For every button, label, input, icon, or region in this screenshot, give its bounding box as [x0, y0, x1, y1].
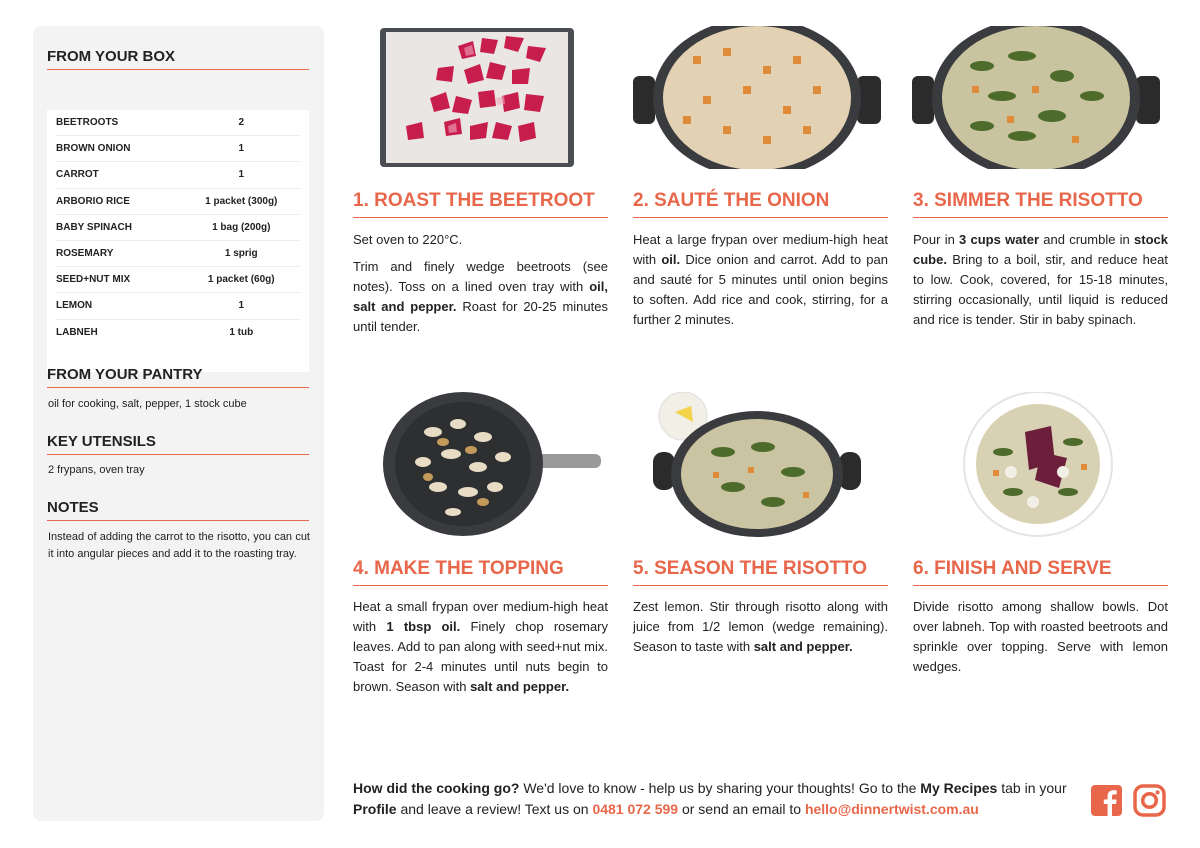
- ingredient-row: [56, 162, 300, 188]
- simmer-risotto-photo: [912, 26, 1167, 169]
- footer-text: and leave a review! Text us on: [396, 801, 593, 817]
- step-6-title: 6. FINISH AND SERVE: [913, 558, 1168, 586]
- step-text-bold: salt and pepper.: [470, 679, 570, 694]
- step-text-bold: 3 cups water: [959, 232, 1040, 247]
- pantry-text: oil for cooking, salt, pepper, 1 stock cube: [48, 398, 247, 410]
- step-text: Trim and finely wedge beetroots (see notes). Toss on a lined oven tray with: [353, 259, 608, 294]
- ingredient-qty: 1 bag (200g): [212, 221, 271, 233]
- ingredients-sidebar: [33, 26, 324, 821]
- footer-text: tab in your: [997, 780, 1067, 796]
- step-text: Dice onion and carrot. Add to pan and sauté for 5 minutes until onion begins to soften. Add rice and cook, stirring, for a further 2 minutes.: [633, 252, 888, 327]
- utensils-text: 2 frypans, oven tray: [48, 464, 145, 476]
- step-5-body: [633, 597, 888, 664]
- feedback-footer: [353, 778, 1073, 820]
- step-2-body: [633, 230, 888, 337]
- ingredient-qty: 1 packet (60g): [207, 274, 275, 286]
- ingredient-row: [56, 320, 300, 346]
- key-utensils-heading: KEY UTENSILS: [47, 433, 309, 455]
- ingredient-qty: 1: [238, 143, 245, 155]
- step-text: Bring to a boil, stir, and reduce heat to low. Cook, covered, for 15-18 minutes, stirring occasionally, until liquid is reduced and rice is tender. Stir in baby spinach.: [913, 252, 1168, 327]
- my-recipes-link[interactable]: My Recipes: [920, 780, 998, 796]
- step-1-body: [353, 230, 608, 344]
- from-your-pantry-heading: FROM YOUR PANTRY: [47, 366, 309, 388]
- phone-link[interactable]: 0481 072 599: [592, 801, 679, 817]
- step-text: Heat a large frypan over medium-high heat with: [633, 232, 888, 267]
- step-text: Roast for 20-25 minutes until tender.: [353, 299, 608, 334]
- step-1-p2: [353, 257, 608, 337]
- from-your-box-heading: FROM YOUR BOX: [47, 48, 309, 70]
- ingredient-qty: 1 sprig: [224, 248, 258, 260]
- facebook-icon[interactable]: [1090, 784, 1123, 817]
- step-text-bold: oil, salt and pepper.: [353, 279, 608, 314]
- step-text: Finely chop rosemary leaves. Add to pan along with seed+nut mix. Toast for 2-4 minutes until nuts begin to brown. Season with: [353, 619, 608, 694]
- notes-heading: NOTES: [47, 499, 309, 521]
- step-3-title: 3. SIMMER THE RISOTTO: [913, 190, 1168, 218]
- ingredient-name: ARBORIO RICE: [56, 195, 130, 207]
- ingredient-name: BABY SPINACH: [56, 221, 132, 233]
- ingredient-row: [56, 267, 300, 293]
- ingredient-name: BEETROOTS: [56, 117, 119, 129]
- ingredient-name: LEMON: [56, 300, 93, 312]
- ingredient-row: [56, 215, 300, 241]
- step-2-title: 2. SAUTÉ THE ONION: [633, 190, 888, 218]
- step-5-title: 5. SEASON THE RISOTTO: [633, 558, 888, 586]
- step-4-title: 4. MAKE THE TOPPING: [353, 558, 608, 586]
- ingredient-name: LABNEH: [56, 327, 98, 339]
- ingredient-qty: 1 packet (300g): [205, 195, 278, 207]
- finish-and-serve-photo: [963, 392, 1113, 537]
- step-text-bold: stock cube.: [913, 232, 1168, 267]
- ingredient-row: [56, 110, 300, 136]
- make-topping-photo: [383, 392, 603, 537]
- footer-text: We'd love to know - help us by sharing your thoughts! Go to the: [519, 780, 921, 796]
- season-risotto-photo: [653, 392, 863, 537]
- notes-text: Instead of adding the carrot to the risotto, you can cut it into angular pieces and add it to the roasting tray.: [48, 531, 310, 560]
- step-text-bold: 1 tbsp oil.: [386, 619, 461, 634]
- email-link[interactable]: hello@dinnertwist.com.au: [804, 801, 979, 817]
- ingredient-name: CARROT: [56, 169, 99, 181]
- step-text: Pour in: [913, 232, 960, 247]
- step-1-title: 1. ROAST THE BEETROOT: [353, 190, 608, 218]
- ingredient-qty: 1: [238, 300, 245, 312]
- step-1-p1: Set oven to 220°C.: [353, 232, 463, 247]
- step-3-body: [913, 230, 1168, 337]
- roast-beetroot-photo: [378, 26, 576, 169]
- ingredient-row: [56, 293, 300, 319]
- ingredient-name: BROWN ONION: [56, 143, 131, 155]
- step-text: and crumble in: [1039, 232, 1135, 247]
- step-4-body: [353, 597, 608, 704]
- step-text-bold: salt and pepper.: [753, 639, 853, 654]
- step-text: Heat a small frypan over medium-high heat with: [353, 599, 608, 634]
- step-text: Divide risotto among shallow bowls. Dot over labneh. Top with roasted beetroots and sprinkle over topping. Serve with lemon wedges.: [913, 599, 1168, 674]
- ingredient-row: [56, 189, 300, 215]
- ingredients-table: [47, 110, 309, 372]
- footer-text: or send an email to: [678, 801, 805, 817]
- instagram-icon[interactable]: [1133, 784, 1166, 817]
- ingredient-qty: 1 tub: [229, 327, 254, 339]
- feedback-question: How did the cooking go?: [353, 780, 520, 796]
- step-text-bold: oil.: [661, 252, 681, 267]
- ingredient-row: [56, 136, 300, 162]
- saute-onion-photo: [633, 26, 888, 169]
- ingredient-qty: 2: [238, 117, 245, 129]
- ingredient-row: [56, 241, 300, 267]
- ingredient-name: ROSEMARY: [56, 248, 114, 260]
- step-6-body: [913, 597, 1168, 684]
- step-text: Zest lemon. Stir through risotto along with juice from 1/2 lemon (wedge remaining). Season to taste with: [633, 599, 888, 654]
- ingredient-qty: 1: [238, 169, 245, 181]
- profile-link[interactable]: Profile: [353, 801, 397, 817]
- ingredient-name: SEED+NUT MIX: [56, 274, 131, 286]
